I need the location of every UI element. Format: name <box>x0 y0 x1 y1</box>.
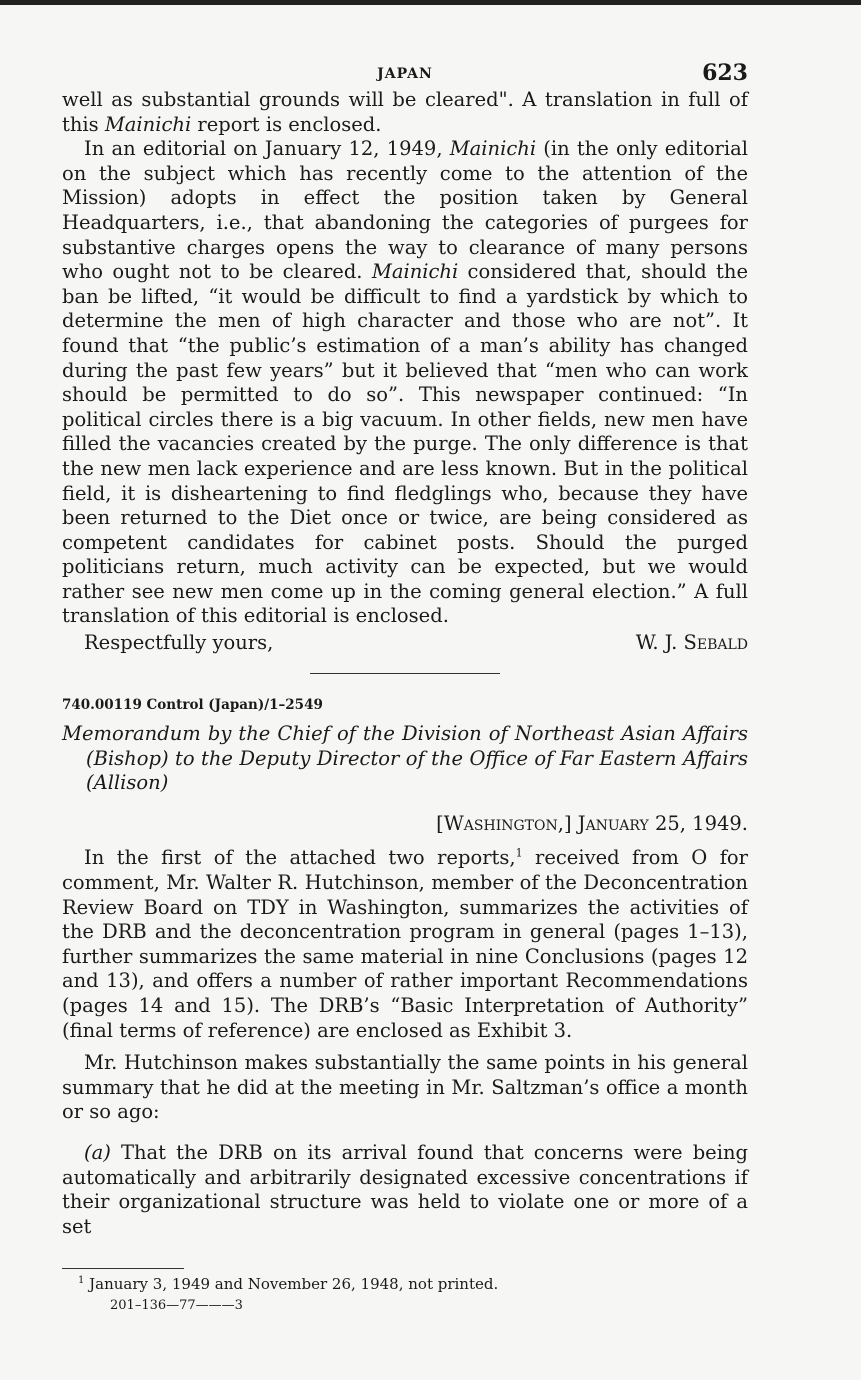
spacer <box>62 1125 748 1141</box>
memo-title: Memorandum by the Chief of the Division of Northeast Asian Affairs (Bishop) to the Deputy Director of the Office of Far Eastern Affairs (Allison) <box>62 722 748 795</box>
text-span: In an editorial on January 12, 1949, <box>84 137 450 161</box>
dateline: [Washington,] January 25, 1949. <box>436 811 748 835</box>
printer-mark: 201–136—77———3 <box>110 1298 243 1313</box>
signature: W. J. Sebald <box>635 631 748 655</box>
text-span: (in the only editorial on the subject which has recently come to the attention of the Mission) adopts in effect the position taken by General Headquarters, i.e., that abandoning the categories of purgees for substantive charges opens the way to clearance of many persons who ought not to be cleared. <box>62 137 748 284</box>
running-head <box>62 58 748 88</box>
page-number: 623 <box>702 60 748 86</box>
footnote-text: January 3, 1949 and November 26, 1948, not printed. <box>84 1275 499 1293</box>
text-span: In the first of the attached two reports, <box>84 846 516 870</box>
footnote-rule <box>62 1268 184 1269</box>
memo-paragraph-2: Mr. Hutchinson makes substantially the same points in his general summary that he did at the meeting in Mr. Saltzman’s office a month or so ago: <box>62 1051 748 1124</box>
text-span: That the DRB on its arrival found that concerns were being automatically and arbitrarily designated excessive concentrations if their organizational structure was held to violate one or more of a set <box>62 1140 748 1238</box>
text-span: report is enclosed. <box>191 112 382 136</box>
newspaper-name: Mainichi <box>449 137 537 161</box>
running-head-title: JAPAN <box>377 66 433 82</box>
paragraph-editorial <box>62 137 748 629</box>
text-span: well as substantial grounds will be cleared". A translation in full of this <box>62 88 748 136</box>
memo-paragraph-3 <box>62 1141 748 1239</box>
text-span: considered that, should the ban be lifted, “it would be difficult to find a yardstick by which to determine the men of high character and those who are not”. It found that “the public’s estimation of a man’s ability has changed during the past few years” but it believed that “men who can work should be permitted to do so”. This newspaper continued: “In political circles there is a big vacuum. In other fields, new men have filled the vacancies created by the purge. The only difference is that the new men lack experience and are less known. But in the political field, it is disheartening to find fledglings who, because they have been returned to the Diet once or twice, are being considered as competent candidates for cabinet posts. Should the purged politicians return, much activity can be expected, but we would rather see new men come up in the coming general election.” A full translation of this editorial is enclosed. <box>62 260 748 628</box>
file-reference: 740.00119 Control (Japan)/1–2549 <box>62 697 323 714</box>
text-span: received from O for comment, Mr. Walter R. Hutchinson, member of the Deconcentration Review Board on TDY in Washington, summarizes the activities of the DRB and the deconcentration program in general (pages 1–13), further summarizes the same material in nine Conclusions (pages 12 and 13), and offers a number of rather important Recommendations (pages 14 and 15). The DRB’s “Basic Interpretation of Authority” (final terms of reference) are enclosed as Exhibit 3. <box>62 846 748 1042</box>
paragraph-continuation <box>62 88 748 137</box>
spacer <box>62 1043 748 1051</box>
list-label: (a) <box>84 1140 111 1164</box>
footnote-ref: 1 <box>515 846 523 860</box>
memo-paragraph-1 <box>62 846 748 1043</box>
section-divider <box>310 673 500 674</box>
salutation: Respectfully yours, <box>84 631 274 655</box>
newspaper-name: Mainichi <box>371 260 459 284</box>
letter-closing <box>62 631 748 657</box>
footnote-marker: 1 <box>78 1275 85 1286</box>
footnote <box>78 1274 738 1294</box>
document-page <box>62 58 748 1239</box>
top-border-rule <box>0 0 861 5</box>
newspaper-name: Mainichi <box>104 112 192 136</box>
